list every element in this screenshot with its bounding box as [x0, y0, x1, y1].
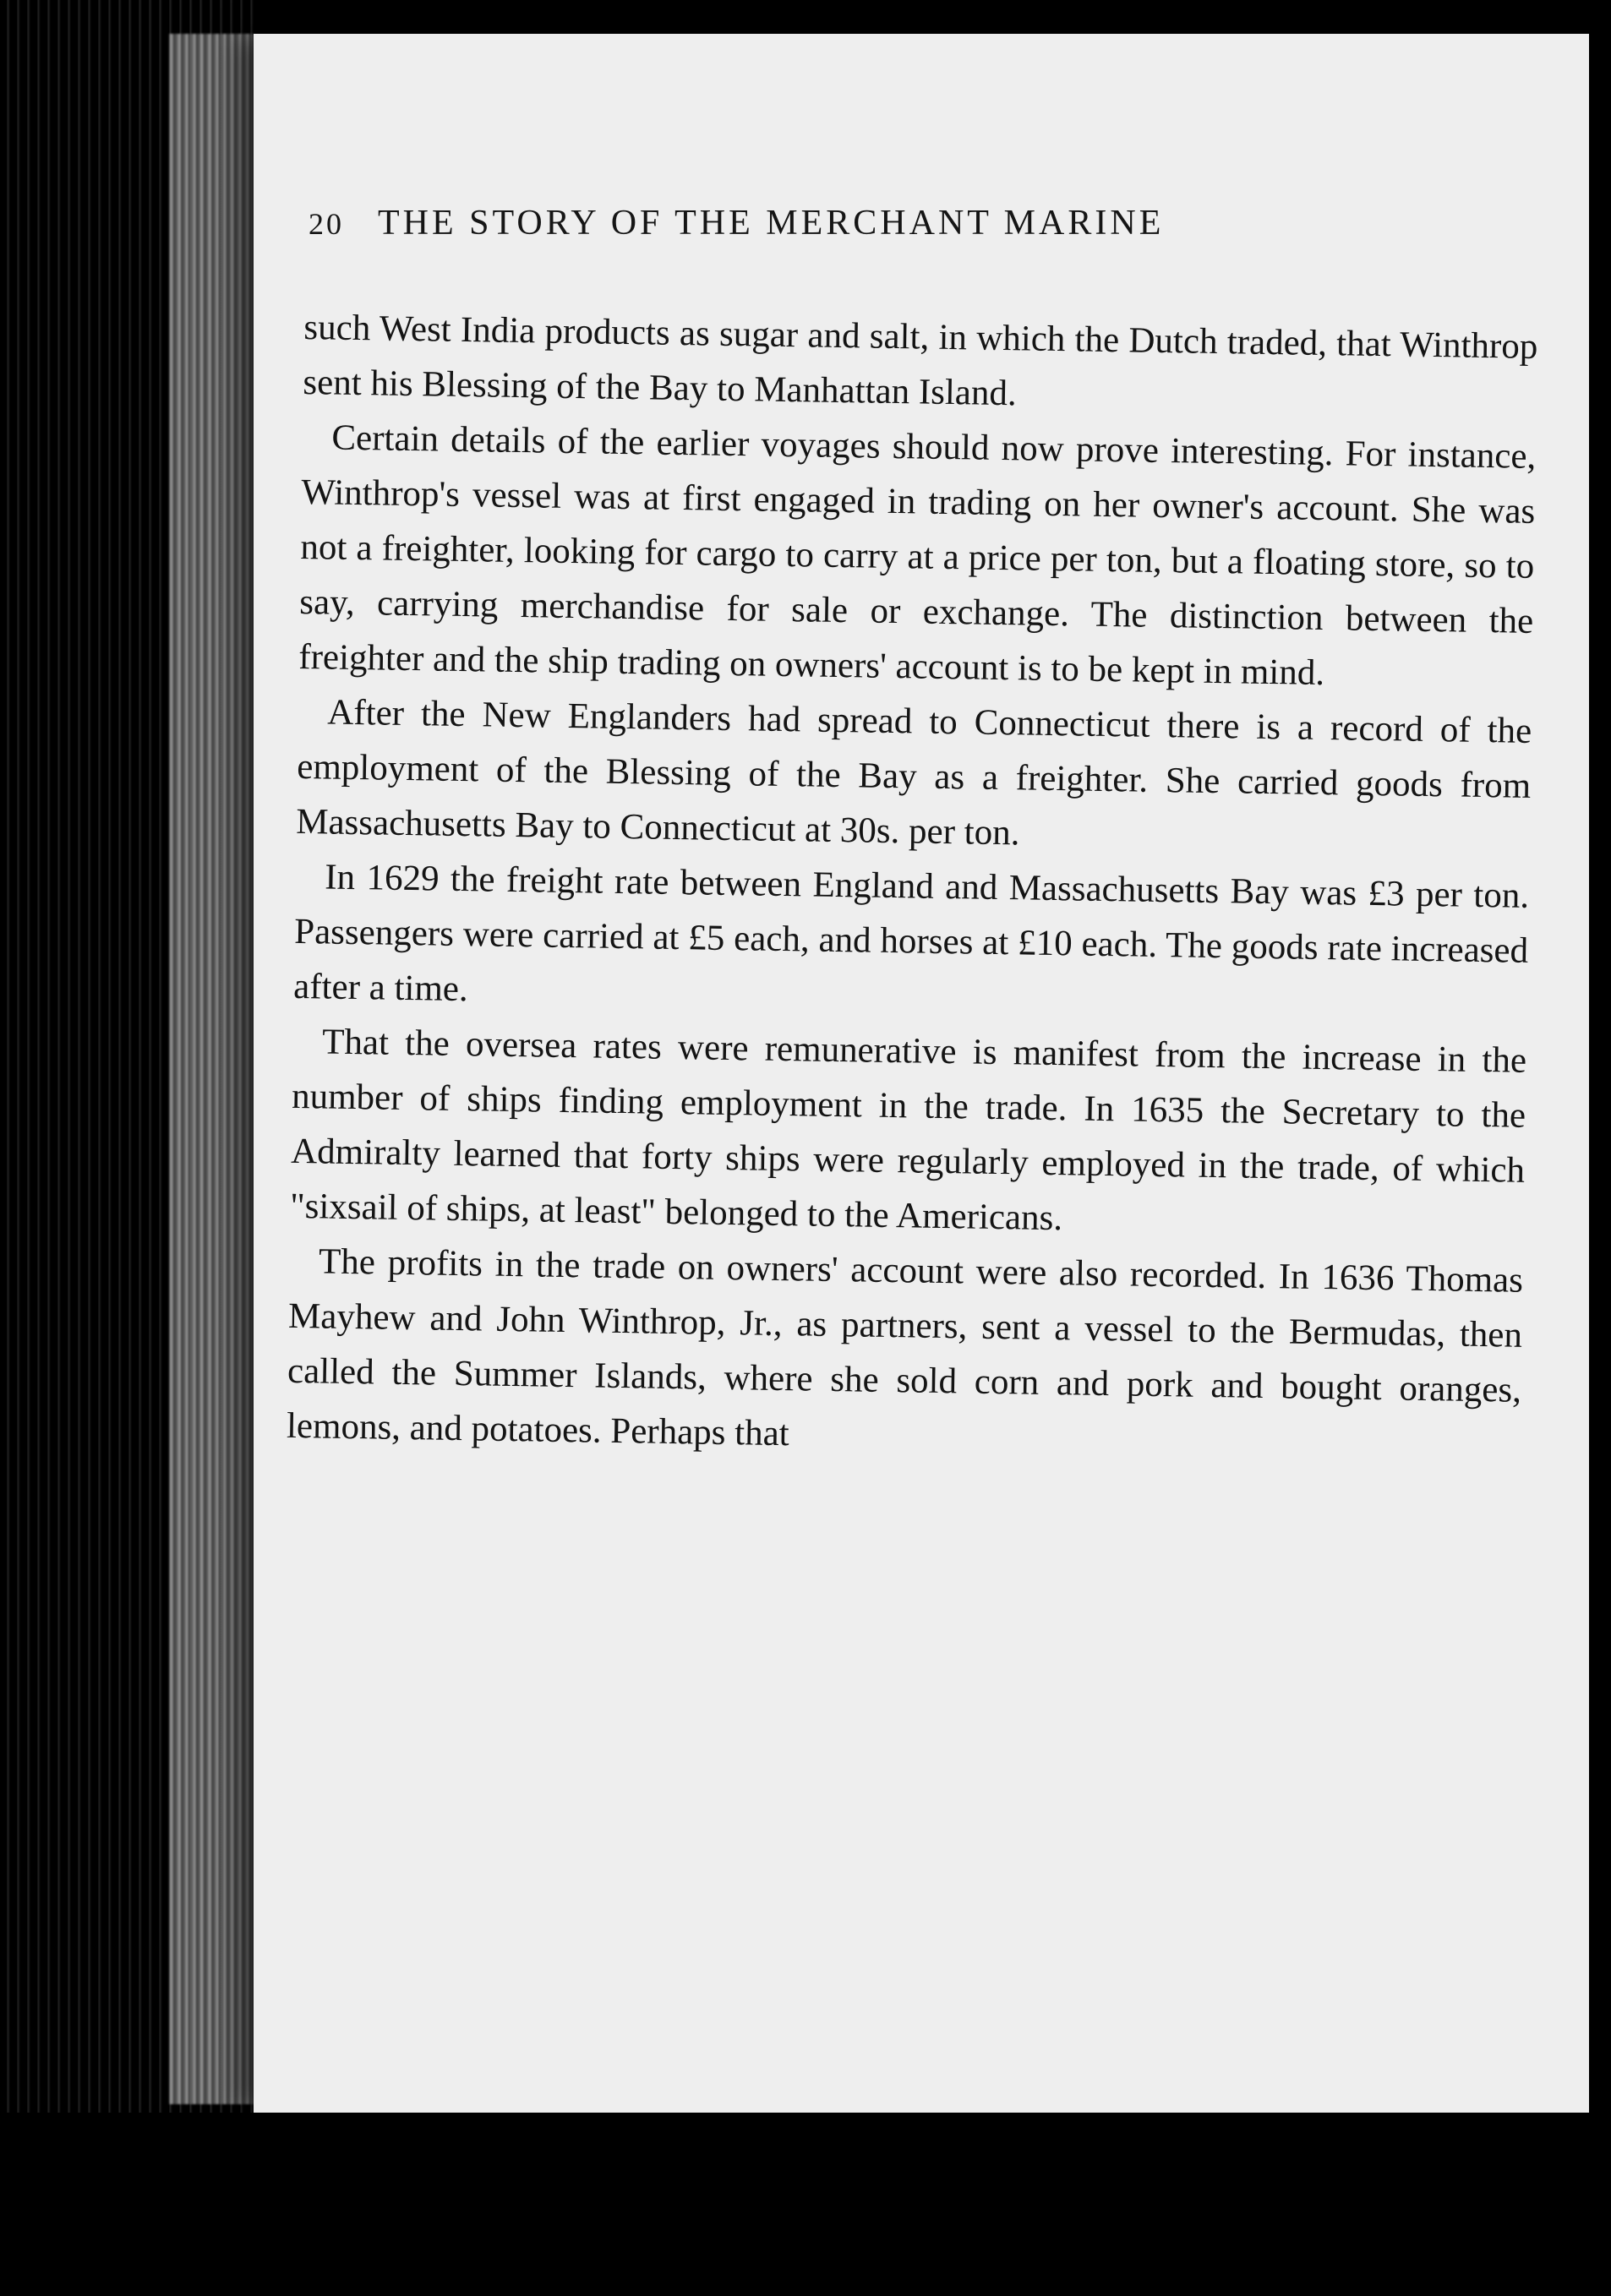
book-page-edges	[0, 0, 254, 2296]
paragraph: In 1629 the freight rate between England and Massachusetts Bay was £3 per ton. Passengers were carried at £5 each, and horses at £10 each. The goods rate increased after a time.	[292, 857, 1530, 1010]
paragraph: The profits in the trade on owners' account were also recorded. In 1636 Thomas Mayhew and John Winthrop, Jr., as partners, sent a vessel to the Bermudas, then called the Summer Islands, where she sold corn and pork and bought oranges, lemons, and potatoes. Perhaps that	[286, 1241, 1524, 1454]
scan-bottom-shadow	[0, 2113, 1611, 2296]
body-text	[287, 300, 1538, 1473]
paragraph: such West India products as sugar and salt, in which the Dutch traded, that Winthrop sent his Blessing of the Bay to Manhattan Island.	[303, 307, 1538, 414]
paragraph: Certain details of the earlier voyages should now prove interesting. For instance, Winthrop's vessel was at first engaged in trading on her owner's account. She was not a freighter, looking for cargo to carry at a price per ton, but a floating store, so to say, carrying merchandise for sale or exchange. The distinction between the freighter and the ship trading on owners' account is to be kept in mind.	[298, 417, 1537, 694]
running-title: THE STORY OF THE MERCHANT MARINE	[378, 204, 1165, 243]
paragraph: That the oversea rates were remunerative is manifest from the increase in the number of ships finding employment in the trade. In 1635 the Secretary to the Admiralty learned that forty ships were regularly employed in the trade, of which "sixsail of ships, at least" belonged to the Americans.	[289, 1022, 1527, 1239]
page-number: 20	[309, 207, 344, 241]
paragraph: After the New Englanders had spread to Connecticut there is a record of the employment of the Blessing of the Bay as a freighter. She carried goods from Massachusetts Bay to Connecticut at 30s. per ton.	[295, 692, 1532, 854]
running-head	[309, 203, 1509, 243]
